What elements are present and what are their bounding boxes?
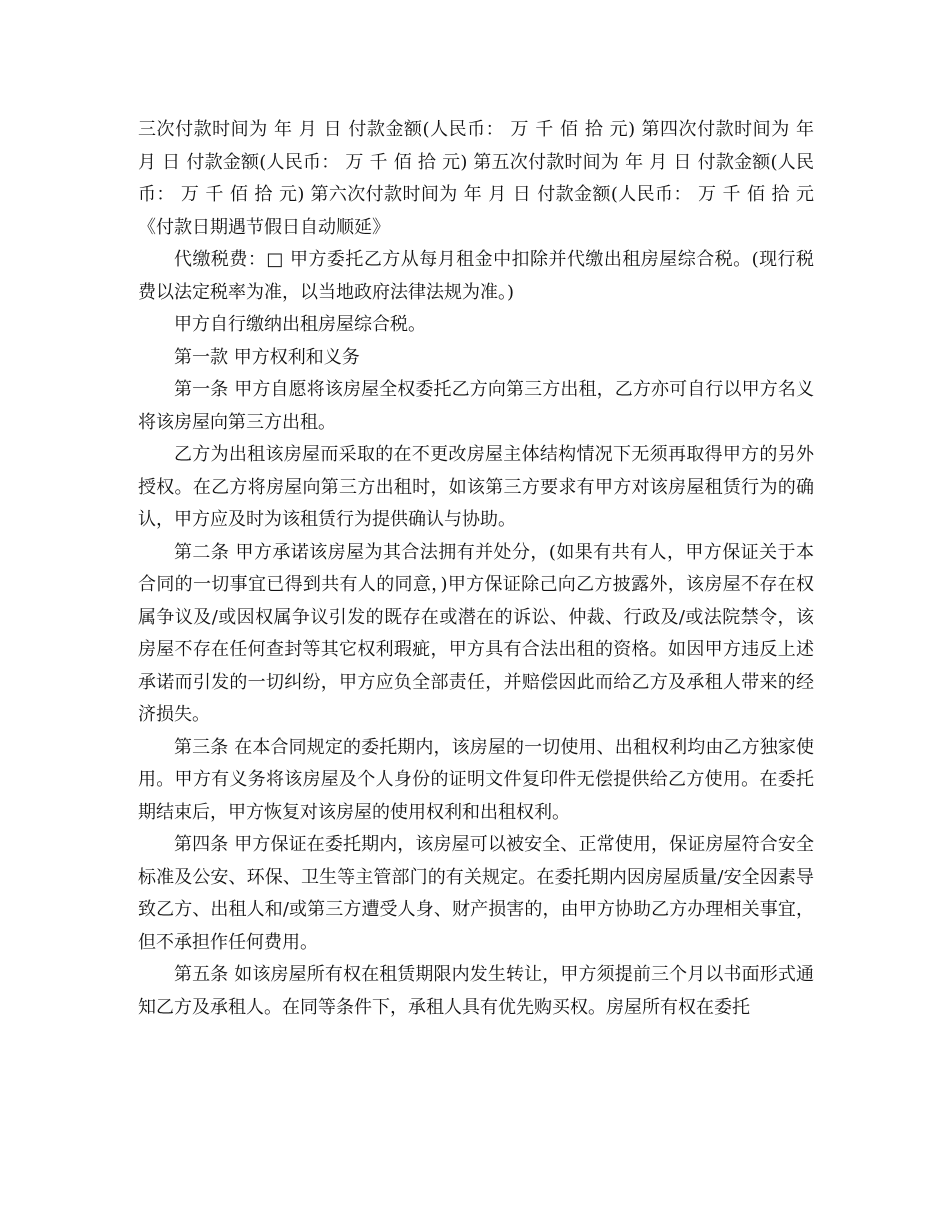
article-5: 第五条 如该房屋所有权在租赁期限内发生转让，甲方须提前三个月以书面形式通知乙方及承租人。在同等条件下，承租人具有优先购买权。房屋所有权在委托 xyxy=(138,964,814,1018)
article-2: 第二条 甲方承诺该房屋为其合法拥有并处分，(如果有共有人，甲方保证关于本合同的一切事宜已得到共有人的同意，)甲方保证除己向乙方披露外，该房屋不存在权属争议及/或因权属争议引发的既存在或潜在的诉讼、仲裁、行政及/或法院禁令，该房屋不存在任何查封等其它权利瑕疵，甲方具有合法出租的资格。如因甲方违反上述承诺而引发的一切纠纷，甲方应负全部责任，并赔偿因此而给乙方及承租人带来的经济损失。 xyxy=(138,541,814,725)
article-4: 第四条 甲方保证在委托期内，该房屋可以被安全、正常使用，保证房屋符合安全标准及公安、环保、卫生等主管部门的有关规定。在委托期内因房屋质量/安全因素导致乙方、出租人和/或第三方遭受人身、财产损害的，由甲方协助乙方办理相关事宜，但不承担作任何费用。 xyxy=(138,834,814,953)
article-1: 第一条 甲方自愿将该房屋全权委托乙方向第三方出租，乙方亦可自行以甲方名义将该房屋向第三方出租。 xyxy=(138,379,814,433)
paragraph-tax-agency: 代缴税费：□ 甲方委托乙方从每月租金中扣除并代缴出租房屋综合税。(现行税费以法定税率为准，以当地政府法律法规为准。) xyxy=(138,249,814,303)
section-heading-party-a: 第一款 甲方权利和义务 xyxy=(174,346,360,368)
article-3: 第三条 在本合同规定的委托期内，该房屋的一切使用、出租权利均由乙方独家使用。甲方有义务将该房屋及个人身份的证明文件复印件无偿提供给乙方使用。在委托期结束后，甲方恢复对该房屋的使用权利和出租权利。 xyxy=(138,736,814,823)
paragraph-self-pay-tax: 甲方自行缴纳出租房屋综合税。 xyxy=(174,314,426,335)
paragraph-payment-schedule: 三次付款时间为 年 月 日 付款金额(人民币： 万 千 佰 拾 元) 第四次付款时间为 年 月 日 付款金额(人民币： 万 千 佰 拾 元) 第五次付款时间为 年 月 日 付款金额(人民币： 万 千 佰 拾 元) 第六次付款时间为 年 月 日 付款金额(人民币： 万 千 佰 拾 元 《付款日期遇节假日自动顺延》 xyxy=(138,119,814,238)
article-1-continued: 乙方为出租该房屋而采取的在不更改房屋主体结构情况下无须再取得甲方的另外授权。在乙方将房屋向第三方出租时，如该第三方要求有甲方对该房屋租赁行为的确认，甲方应及时为该租赁行为提供确认与协助。 xyxy=(138,444,814,530)
document-body xyxy=(138,114,814,1024)
